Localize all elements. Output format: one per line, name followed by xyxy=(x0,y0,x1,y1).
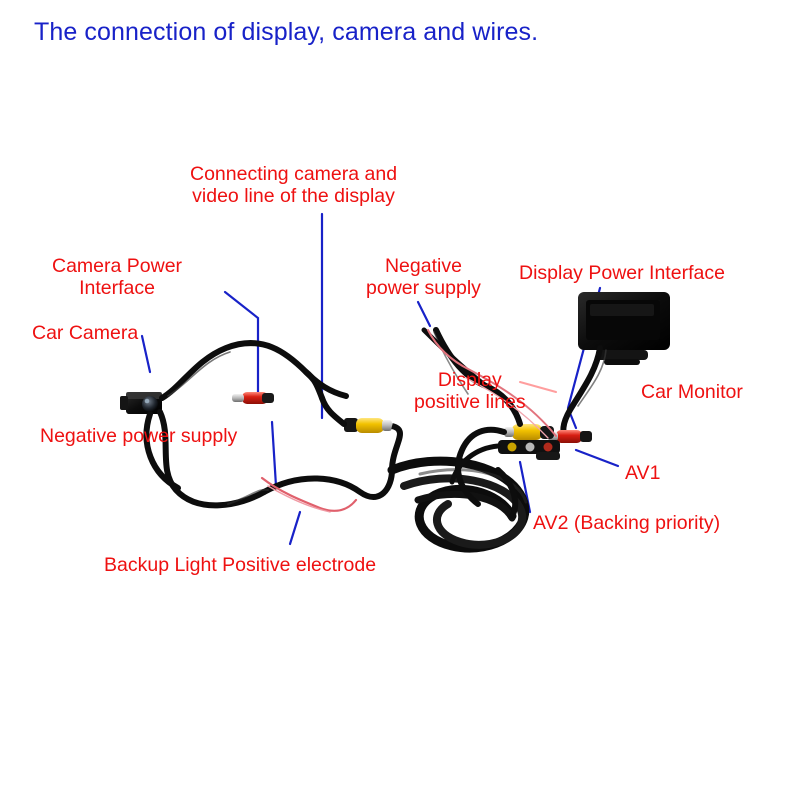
label-line-1: Negative xyxy=(384,255,462,277)
leader-negative-power-supply-top xyxy=(418,302,430,326)
label-av1 xyxy=(625,462,660,484)
page-title: The connection of display, camera and wires. xyxy=(34,18,539,46)
label-line-1: Display xyxy=(437,369,502,391)
label-connecting-camera-video-line xyxy=(190,163,397,207)
leader-car-camera xyxy=(142,336,150,372)
yellow-rca-video-connector-left xyxy=(344,418,400,470)
label-line-2: Interface xyxy=(79,277,155,299)
label-line-1: Car Monitor xyxy=(641,381,743,403)
monitor-body xyxy=(578,292,670,365)
label-display-positive-lines xyxy=(414,369,526,413)
label-negative-power-supply-top xyxy=(366,255,481,299)
label-car-camera xyxy=(32,322,138,344)
label-display-power-interface xyxy=(519,262,725,284)
label-line-2: positive lines xyxy=(414,391,526,413)
leader-backup-light xyxy=(290,512,300,544)
label-camera-power-interface xyxy=(52,255,182,299)
label-av2-backing-priority xyxy=(533,512,720,534)
label-line-1: Camera Power xyxy=(52,255,183,277)
label-negative-power-supply-left xyxy=(40,425,237,447)
label-line-1: Connecting camera and xyxy=(190,163,398,185)
leader-av1 xyxy=(576,450,618,466)
label-line-1: AV1 xyxy=(625,462,661,484)
label-car-monitor xyxy=(641,381,743,403)
label-line-1: Backup Light Positive electrode xyxy=(104,554,377,576)
label-line-1: Display Power Interface xyxy=(519,262,725,284)
av-jacks xyxy=(498,440,560,460)
label-line-1: Car Camera xyxy=(32,322,139,344)
label-line-1: Negative power supply xyxy=(40,425,238,447)
car-camera-body xyxy=(120,392,162,414)
label-line-2: power supply xyxy=(366,277,481,299)
label-backup-light-positive-electrode xyxy=(104,554,376,576)
label-line-1: AV2 (Backing priority) xyxy=(533,512,721,534)
camera-power-connector xyxy=(232,392,274,404)
leader-negative-power-supply-left xyxy=(272,422,276,486)
label-line-2: video line of the display xyxy=(192,185,395,207)
